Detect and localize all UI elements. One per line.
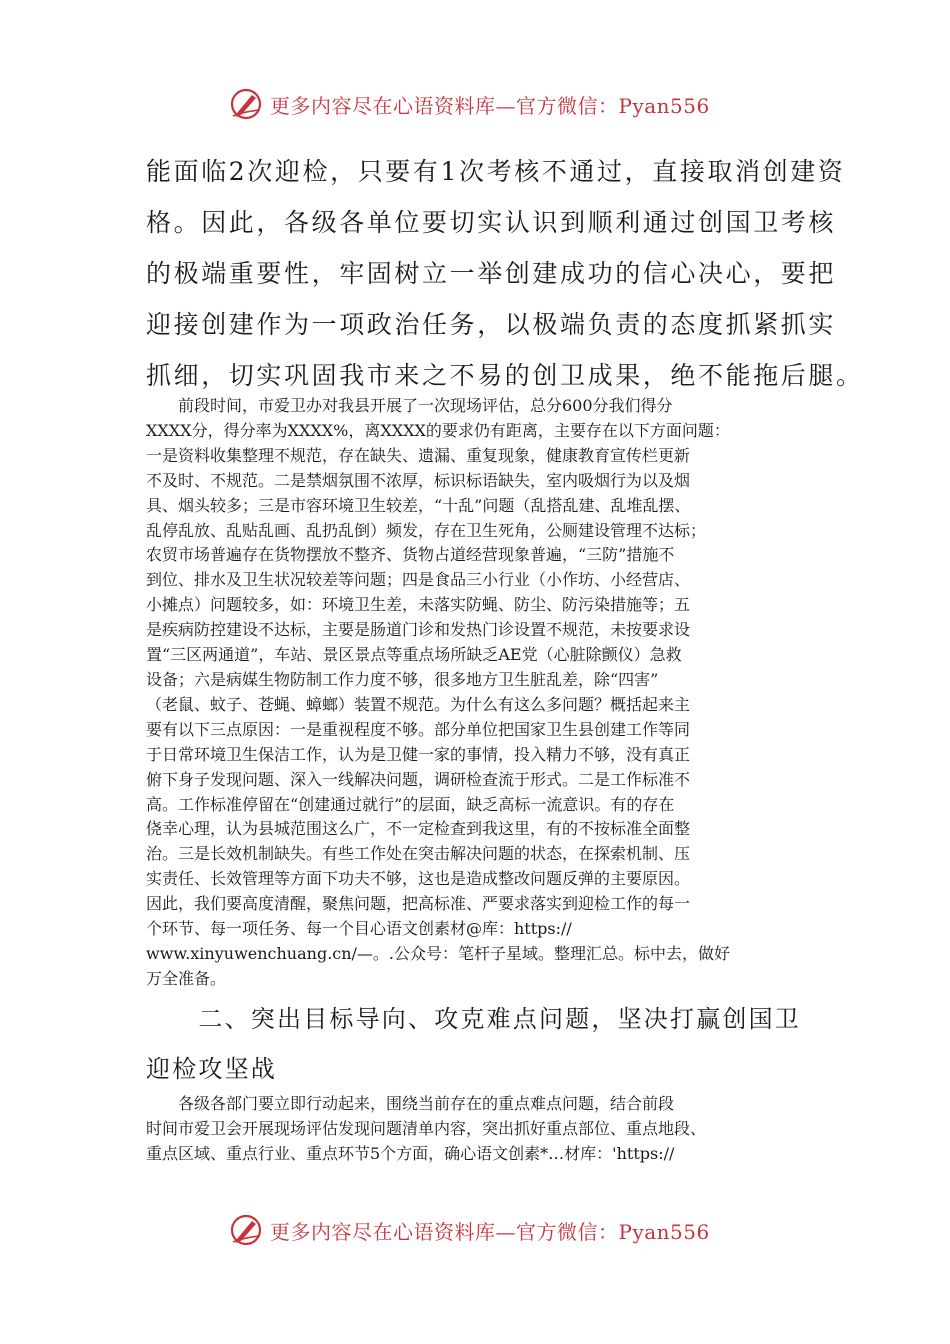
text-line: 小摊点）问题较多，如：环境卫生差，未落实防蝇、防尘、防污染措施等；五 — [146, 595, 691, 615]
body-paragraph-actions — [146, 1092, 804, 1167]
heading-line: 二、突出目标导向、攻克难点问题，坚决打赢创国卫 — [146, 1005, 801, 1033]
text-line: 是疾病防控建设不达标，主要是肠道门诊和发热门诊设置不规范，未按要求设 — [146, 620, 691, 640]
intro-paragraph — [146, 146, 864, 401]
text-line: 要有以下三点原因：一是重视程度不够。部分单位把国家卫生县创建工作等同 — [146, 719, 691, 739]
text-line: 治。三是长效机制缺失。有些工作处在突击解决问题的状态，在探索机制、压 — [146, 844, 691, 864]
text-line: 设备；六是病媒生物防制工作力度不够，很多地方卫生脏乱差，除“四害” — [146, 669, 659, 689]
text-line: 置“三区两通道”，车站、景区景点等重点场所缺乏AE党（心脏除颤仪）急救 — [146, 645, 682, 665]
text-line: 一是资料收集整理不规范，存在缺失、遗漏、重复现象，健康教育宣传栏更新 — [146, 445, 691, 465]
text-line: 迎接创建作为一项政治任务，以极端负责的态度抓紧抓实 — [146, 310, 837, 339]
text-line: （老鼠、蚊子、苍蝇、蟑螂）装置不规范。为什么有这么多问题？概括起来主 — [146, 694, 691, 714]
text-line: XXXX分，得分率为XXXX%，离XXXX的要求仍有距离，主要存在以下方面问题： — [146, 420, 730, 440]
text-line: 万全准备。 — [146, 968, 227, 988]
banner-text: 更多内容尽在心语资料库—官方微信：Pyan556 — [270, 93, 710, 118]
text-line: 的极端重要性，牢固树立一举创建成功的信心决心，要把 — [146, 259, 837, 288]
text-line: 各级各部门要立即行动起来，围绕当前存在的重点难点问题，结合前段 — [146, 1094, 675, 1113]
text-line: 于日常环境卫生保洁工作，认为是卫健一家的事情，投入精力不够，没有真正 — [146, 744, 691, 764]
heading-line: 迎检攻坚战 — [146, 1055, 277, 1083]
text-line: 能面临2次迎检，只要有1次考核不通过，直接取消创建资 — [146, 157, 846, 186]
text-line: 乱停乱放、乱贴乱画、乱扔乱倒）频发，存在卫生死角，公厕建设管理不达标； — [146, 520, 707, 540]
text-line: 侥幸心理，认为县城范围这么广，不一定检查到我这里，有的不按标准全面整 — [146, 819, 691, 839]
text-line: 抓细，切实巩固我市来之不易的创卫成果，绝不能拖后腿。 — [146, 361, 864, 390]
pen-circle-logo-icon — [228, 1212, 264, 1248]
section-heading — [146, 994, 806, 1094]
header-banner — [228, 84, 728, 124]
text-line: 重点区域、重点行业、重点环节5个方面，确心语文创素*…材库：'https:// — [146, 1143, 675, 1163]
text-line: www.xinyuwenchuang.cn/—。.公众号：笔杆子星域。整理汇总。标中去，做好 — [146, 943, 731, 963]
text-line: 时间市爱卫会开展现场评估发现问题清单内容，突出抓好重点部位、重点地段、 — [146, 1118, 707, 1138]
text-line: 到位、排水及卫生状况较差等问题；四是食品三小行业（小作坊、小经营店、 — [146, 570, 691, 590]
text-line: 俯下身子发现问题、深入一线解决问题，调研检查流于形式。二是工作标准不 — [146, 769, 691, 789]
text-line: 因此，我们要高度清醒，聚焦问题，把高标准、严要求落实到迎检工作的每一 — [146, 894, 691, 914]
text-line: 格。因此，各级各单位要切实认识到顺利通过创国卫考核 — [146, 208, 837, 237]
pen-circle-logo-icon — [228, 86, 264, 122]
text-line: 高。工作标准停留在“创建通过就行”的层面，缺乏高标一流意识。有的存在 — [146, 794, 675, 814]
text-line: 具、烟头较多；三是市容环境卫生较差，“十乱”问题（乱搭乱建、乱堆乱摆、 — [146, 495, 691, 515]
body-paragraph-problems — [146, 394, 804, 992]
text-line: 实责任、长效管理等方面下功夫不够，这也是造成整改问题反弹的主要原因。 — [146, 869, 691, 889]
text-line: 个环节、每一项任务、每一个目心语文创素材@库：https:// — [146, 919, 572, 939]
text-line: 前段时间，市爱卫办对我县开展了一次现场评估，总分600分我们得分 — [146, 396, 673, 415]
footer-banner — [228, 1210, 728, 1250]
banner-text: 更多内容尽在心语资料库—官方微信：Pyan556 — [270, 1219, 710, 1244]
text-line: 农贸市场普遍存在货物摆放不整齐、货物占道经营现象普遍，“三防”措施不 — [146, 545, 675, 565]
text-line: 不及时、不规范。二是禁烟氛围不浓厚，标识标语缺失，室内吸烟行为以及烟 — [146, 470, 691, 490]
